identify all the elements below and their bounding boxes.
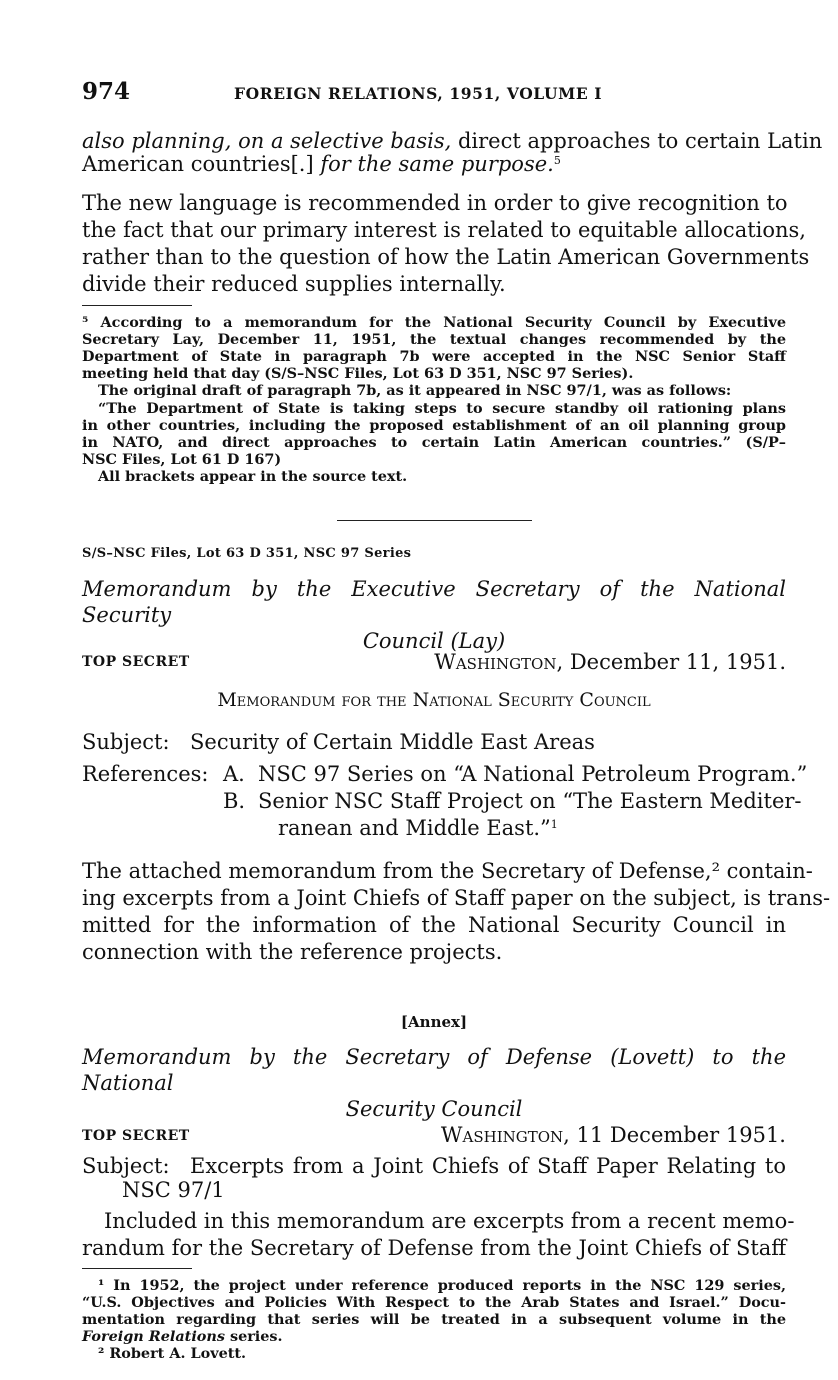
annex-subject-label: Subject:: [82, 1154, 170, 1178]
footnote-1-line: ¹ In 1952, the project under reference produced reports in the NSC 129 series,: [98, 1277, 786, 1294]
memo-body-line: ing excerpts from a Joint Chiefs of Staff paper on the subject, is trans-: [82, 886, 831, 910]
source-citation: S/S–NSC Files, Lot 63 D 351, NSC 97 Series: [82, 546, 412, 561]
footnote-5-line: Department of State in paragraph 7b were accepted in the NSC Senior Staff: [82, 348, 786, 365]
annex-dateline: Washington, 11 December 1951.: [440, 1123, 786, 1147]
footnote-1-line: Foreign Relations series.: [82, 1328, 283, 1345]
intro-line-2: American countries[.] for the same purpose.$^5$: [82, 152, 561, 176]
footnote-2: ² Robert A. Lovett.: [98, 1345, 247, 1362]
annex-title: Memorandum by the Secretary of Defense (Lovett) to the National Security Council: [82, 1045, 786, 1121]
reference-b-text-cont: ranean and Middle East.”$^1$: [278, 816, 558, 840]
classification-label: TOP SECRET: [82, 654, 190, 670]
footnote-5-line: ⁵ According to a memorandum for the National Security Council by Executive: [82, 314, 786, 331]
footnote-ref-5[interactable]: 5: [553, 154, 561, 167]
intro-paragraph-line: divide their reduced supplies internally.: [82, 272, 506, 296]
footnote-5-line: in other countries, including the proposed establishment of an oil planning group: [82, 417, 786, 434]
references-label: References:: [82, 762, 209, 786]
document-title: Memorandum by the Executive Secretary of the National Security Council (Lay): [82, 577, 786, 653]
annex-subject-line-1: Excerpts from a Joint Chiefs of Staff Paper Relating to: [190, 1154, 786, 1178]
footnote-5-line: in NATO, and direct approaches to certain Latin American countries.” (S/P–: [82, 434, 786, 451]
footnote-rule: [82, 305, 192, 306]
annex-subject-line-2: NSC 97/1: [122, 1178, 225, 1202]
intro-paragraph-line: rather than to the question of how the Latin American Governments: [82, 245, 810, 269]
page-number: 974: [82, 78, 131, 105]
footnote-5-line: The original draft of paragraph 7b, as it appeared in NSC 97/1, was as follows:: [98, 382, 732, 399]
intro-line-1: also planning, on a selective basis, direct approaches to certain Latin: [82, 129, 823, 153]
footnote-1-line: mentation regarding that series will be treated in a subsequent volume in the: [82, 1311, 786, 1328]
intro-paragraph-line: The new language is recommended in order to give recognition to: [82, 191, 788, 215]
section-divider: [337, 520, 532, 521]
footnote-5-line: All brackets appear in the source text.: [98, 468, 408, 485]
subject-text: Security of Certain Middle East Areas: [190, 730, 595, 754]
footnote-rule: [82, 1268, 192, 1269]
memo-body-line: connection with the reference projects.: [82, 940, 503, 964]
dateline: Washington, December 11, 1951.: [434, 650, 786, 674]
running-title: FOREIGN RELATIONS, 1951, VOLUME I: [234, 84, 603, 103]
footnote-5-line: NSC Files, Lot 61 D 167): [82, 451, 282, 468]
footnote-1-line: “U.S. Objectives and Policies With Respect to the Arab States and Israel.” Docu-: [82, 1294, 786, 1311]
footnote-5-line: “The Department of State is taking steps to secure standby oil rationing plans: [98, 400, 786, 417]
memo-heading: Memorandum for the National Security Council: [217, 689, 651, 711]
annex-classification-label: TOP SECRET: [82, 1128, 190, 1144]
footnote-5-line: Secretary Lay, December 11, 1951, the textual changes recommended by the: [82, 331, 786, 348]
reference-a-letter: A.: [223, 762, 245, 786]
reference-b-letter: B.: [223, 789, 246, 813]
footnote-ref-1[interactable]: 1: [550, 818, 558, 831]
memo-body-line: The attached memorandum from the Secretary of Defense,² contain-: [82, 859, 813, 883]
memo-body-line: mitted for the information of the National Security Council in: [82, 913, 786, 937]
intro-paragraph-line: the fact that our primary interest is related to equitable allocations,: [82, 218, 806, 242]
reference-a-text: NSC 97 Series on “A National Petroleum Program.”: [258, 762, 808, 786]
annex-label: [Annex]: [400, 1013, 468, 1031]
subject-line: Subject:: [82, 730, 170, 754]
annex-body-line: Included in this memorandum are excerpts from a recent memo-: [104, 1209, 795, 1233]
footnote-5-line: meeting held that day (S/S–NSC Files, Lot 63 D 351, NSC 97 Series).: [82, 365, 634, 382]
reference-b-text: Senior NSC Staff Project on “The Eastern Mediter-: [258, 789, 802, 813]
annex-body-line: randum for the Secretary of Defense from the Joint Chiefs of Staff: [82, 1236, 787, 1260]
